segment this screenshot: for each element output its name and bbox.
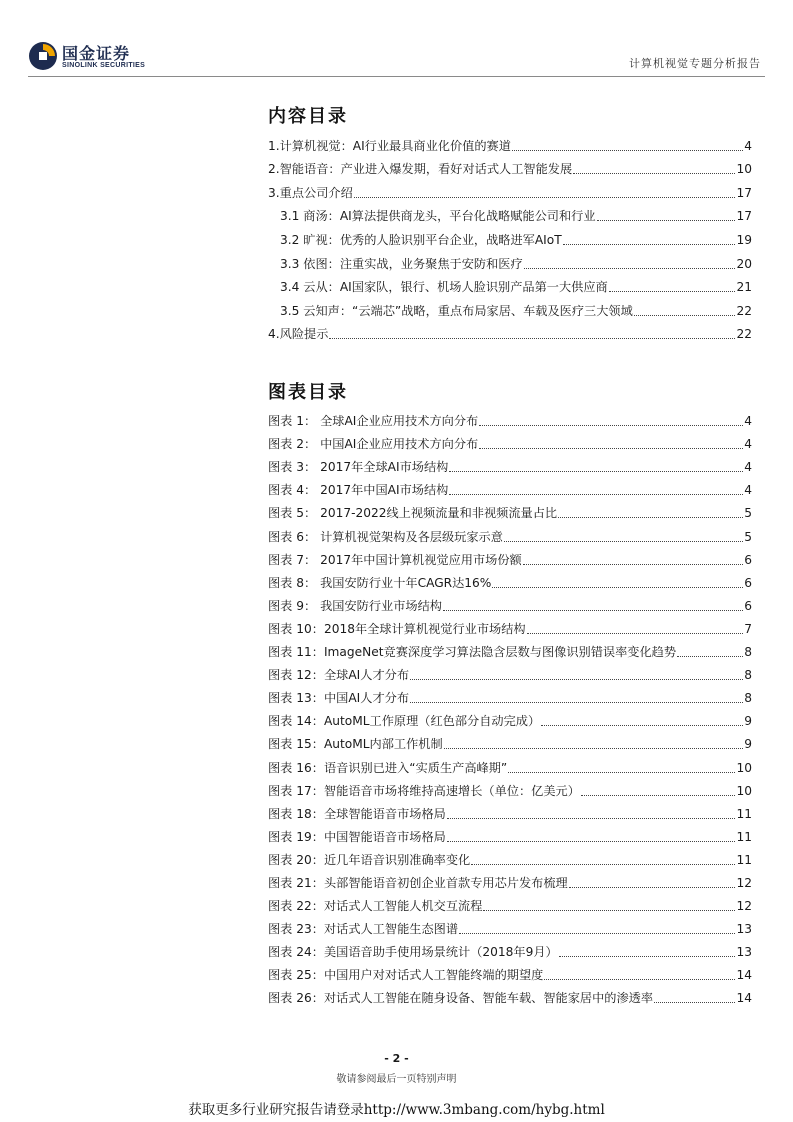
toc-entry-page: 8	[744, 668, 752, 683]
toc-entry[interactable]	[268, 825, 752, 848]
header-divider	[28, 76, 765, 77]
dot-leader	[410, 702, 743, 703]
toc-entry-label: 2.智能语音：产业进入爆发期，看好对话式人工智能发展	[268, 162, 573, 177]
toc-entry-page: 17	[736, 209, 752, 224]
toc-entry-page: 5	[744, 506, 752, 521]
page-header	[28, 40, 765, 76]
report-link[interactable]: 获取更多行业研究报告请登录http://www.3mbang.com/hybg.html	[188, 1102, 605, 1118]
toc-entry-page: 9	[744, 737, 752, 752]
toc-entry-label: 图表 7： 2017年中国计算机视觉应用市场份额	[268, 552, 522, 567]
company-logo	[28, 40, 178, 74]
toc-entry[interactable]	[268, 524, 752, 547]
dot-leader	[479, 448, 743, 449]
toc-entry[interactable]	[268, 848, 752, 871]
toc-entry-label: 图表 24：美国语音助手使用场景统计（2018年9月）	[268, 945, 558, 960]
toc-entry-label: 3.5 云知声：“云端芯”战略，重点布局家居、车载及医疗三大领域	[280, 303, 633, 318]
toc-entry[interactable]	[268, 322, 752, 346]
toc-entry-page: 10	[736, 760, 752, 775]
toc-entry-page: 4	[744, 138, 752, 153]
logo-text-cn: 国金证券	[62, 44, 131, 63]
dot-leader	[558, 517, 743, 518]
dot-leader	[512, 150, 743, 151]
toc-entry[interactable]	[268, 180, 752, 204]
toc-entry-label: 图表 6： 计算机视觉架构及各层级玩家示意	[268, 529, 503, 544]
dot-leader	[563, 244, 736, 245]
logo-text-en: SINOLINK SECURITIES	[62, 62, 146, 69]
toc-entry[interactable]	[268, 917, 752, 940]
toc-entry[interactable]	[268, 455, 752, 478]
toc-entry[interactable]	[268, 779, 752, 802]
toc-entry[interactable]	[268, 204, 752, 228]
dot-leader	[443, 610, 743, 611]
toc-entry[interactable]	[268, 709, 752, 732]
dot-leader	[479, 425, 743, 426]
dot-leader	[447, 818, 736, 819]
page-number: - 2 -	[384, 1052, 409, 1065]
dot-leader	[524, 268, 736, 269]
toc-entry-label: 图表 17：智能语音市场将维持高速增长（单位：亿美元）	[268, 783, 580, 798]
toc-entry[interactable]	[268, 157, 752, 181]
toc-entry-label: 图表 8： 我国安防行业十年CAGR达16%	[268, 575, 492, 590]
toc-entry[interactable]	[268, 571, 752, 594]
toc-entry[interactable]	[268, 963, 752, 986]
dot-leader	[329, 338, 735, 339]
toc-entry-page: 17	[736, 185, 752, 200]
toc-entry-page: 12	[736, 899, 752, 914]
toc-entry-page: 10	[736, 162, 752, 177]
toc-entry[interactable]	[268, 802, 752, 825]
toc-entry[interactable]	[268, 548, 752, 571]
dot-leader	[449, 471, 743, 472]
toc-entry[interactable]	[268, 133, 752, 157]
toc-entry-label: 图表 15：AutoML内部工作机制	[268, 737, 443, 752]
toc-entry-label: 图表 3： 2017年全球AI市场结构	[268, 460, 449, 475]
toc-entry-label: 1.计算机视觉：AI行业最具商业化价值的赛道	[268, 138, 511, 153]
toc-entry[interactable]	[268, 298, 752, 322]
dot-leader	[559, 956, 736, 957]
toc-entry-label: 图表 25：中国用户对对话式人工智能终端的期望度	[268, 968, 544, 983]
sinolink-logo-icon	[28, 40, 58, 72]
toc-entry[interactable]	[268, 409, 752, 432]
toc-entry-label: 图表 18：全球智能语音市场格局	[268, 806, 446, 821]
dot-leader	[354, 197, 736, 198]
toc-entry-label: 3.重点公司介绍	[268, 185, 353, 200]
contents-list	[268, 133, 752, 345]
toc-entry-label: 图表 5： 2017-2022线上视频流量和非视频流量占比	[268, 506, 558, 521]
dot-leader	[634, 315, 736, 316]
toc-entry-label: 图表 11：ImageNet竞赛深度学习算法隐含层数与图像识别错误率变化趋势	[268, 645, 677, 660]
toc-entry[interactable]	[268, 986, 752, 1009]
toc-entry-page: 22	[736, 327, 752, 342]
toc-entry-page: 10	[736, 783, 752, 798]
toc-entry[interactable]	[268, 275, 752, 299]
toc-entry-page: 21	[736, 280, 752, 295]
toc-entry-label: 图表 22：对话式人工智能人机交互流程	[268, 899, 483, 914]
toc-entry-page: 19	[736, 232, 752, 247]
dot-leader	[447, 841, 736, 842]
dot-leader	[569, 887, 736, 888]
toc-entry[interactable]	[268, 732, 752, 755]
dot-leader	[527, 633, 744, 634]
toc-entry-page: 8	[744, 691, 752, 706]
disclaimer-note: 敬请参阅最后一页特别声明	[336, 1074, 457, 1085]
toc-entry[interactable]	[268, 663, 752, 686]
dot-leader	[410, 679, 743, 680]
toc-entry-label: 图表 14：AutoML工作原理（红色部分自动完成）	[268, 714, 541, 729]
toc-entry-page: 9	[744, 714, 752, 729]
toc-entry-label: 图表 12：全球AI人才分布	[268, 668, 410, 683]
toc-entry-page: 4	[744, 414, 752, 429]
dot-leader	[508, 772, 735, 773]
dot-leader	[483, 910, 735, 911]
toc-entry-page: 14	[736, 991, 752, 1006]
toc-entry-page: 20	[736, 256, 752, 271]
dot-leader	[449, 494, 743, 495]
toc-entry-page: 6	[744, 598, 752, 613]
toc-entry-page: 11	[736, 852, 752, 867]
toc-entry-page: 6	[744, 552, 752, 567]
toc-entry-page: 12	[736, 875, 752, 890]
toc-entry[interactable]	[268, 432, 752, 455]
toc-entry-page: 5	[744, 529, 752, 544]
toc-entry-label: 3.3 依图：注重实战，业务聚焦于安防和医疗	[280, 256, 523, 271]
toc-entry-label: 图表 1： 全球AI企业应用技术方向分布	[268, 414, 479, 429]
dot-leader	[654, 1002, 735, 1003]
toc-entry-label: 图表 4： 2017年中国AI市场结构	[268, 483, 449, 498]
dot-leader	[504, 541, 743, 542]
toc-entry-label: 图表 9： 我国安防行业市场结构	[268, 598, 442, 613]
toc-entry-page: 4	[744, 460, 752, 475]
dot-leader	[544, 979, 735, 980]
toc-entry-label: 4.风险提示	[268, 327, 329, 342]
toc-entry[interactable]	[268, 755, 752, 778]
dot-leader	[523, 564, 744, 565]
toc-entry[interactable]	[268, 894, 752, 917]
toc-entry-label: 图表 23：对话式人工智能生态图谱	[268, 922, 459, 937]
toc-entry[interactable]	[268, 478, 752, 501]
toc-entry-label: 图表 10：2018年全球计算机视觉行业市场结构	[268, 621, 526, 636]
dot-leader	[471, 864, 735, 865]
toc-entry-page: 4	[744, 483, 752, 498]
toc-entry-page: 6	[744, 575, 752, 590]
toc-entry-page: 14	[736, 968, 752, 983]
toc-entry[interactable]	[268, 617, 752, 640]
dot-leader	[492, 587, 743, 588]
dot-leader	[541, 725, 743, 726]
toc-entry-page: 22	[736, 303, 752, 318]
toc-entry-label: 图表 13：中国AI人才分布	[268, 691, 410, 706]
figures-title: 图表目录	[268, 382, 348, 403]
toc-entry-page: 4	[744, 437, 752, 452]
dot-leader	[597, 220, 736, 221]
toc-entry[interactable]	[268, 227, 752, 251]
toc-entry[interactable]	[268, 594, 752, 617]
toc-entry-label: 3.1 商汤：AI算法提供商龙头，平台化战略赋能公司和行业	[280, 209, 596, 224]
toc-entry-label: 图表 26：对话式人工智能在随身设备、智能车载、智能家居中的渗透率	[268, 991, 654, 1006]
contents-title: 内容目录	[268, 106, 348, 127]
toc-entry[interactable]	[268, 501, 752, 524]
toc-entry[interactable]	[268, 940, 752, 963]
toc-entry[interactable]	[268, 640, 752, 663]
toc-entry-label: 3.4 云从：AI国家队，银行、机场人脸识别产品第一大供应商	[280, 280, 608, 295]
toc-entry-label: 图表 19：中国智能语音市场格局	[268, 829, 446, 844]
toc-entry-label: 图表 16：语音识别已进入“实质生产高峰期”	[268, 760, 508, 775]
dot-leader	[581, 795, 736, 796]
toc-entry-label: 图表 21：头部智能语音初创企业首款专用芯片发布梳理	[268, 875, 568, 890]
dot-leader	[444, 748, 744, 749]
toc-entry-page: 11	[736, 829, 752, 844]
toc-entry-page: 13	[736, 922, 752, 937]
toc-entry[interactable]	[268, 871, 752, 894]
dot-leader	[573, 173, 735, 174]
figures-list	[268, 409, 752, 1009]
toc-entry-label: 图表 20：近几年语音识别准确率变化	[268, 852, 471, 867]
toc-entry-page: 13	[736, 945, 752, 960]
toc-entry-label: 3.2 旷视：优秀的人脸识别平台企业，战略进军AIoT	[280, 232, 562, 247]
toc-entry[interactable]	[268, 251, 752, 275]
dot-leader	[459, 933, 735, 934]
dot-leader	[677, 656, 743, 657]
toc-entry-page: 11	[736, 806, 752, 821]
toc-entry-label: 图表 2： 中国AI企业应用技术方向分布	[268, 437, 479, 452]
dot-leader	[609, 291, 736, 292]
toc-entry-page: 8	[744, 645, 752, 660]
toc-entry[interactable]	[268, 686, 752, 709]
report-title: 计算机视觉专题分析报告	[629, 57, 761, 70]
toc-entry-page: 7	[744, 621, 752, 636]
